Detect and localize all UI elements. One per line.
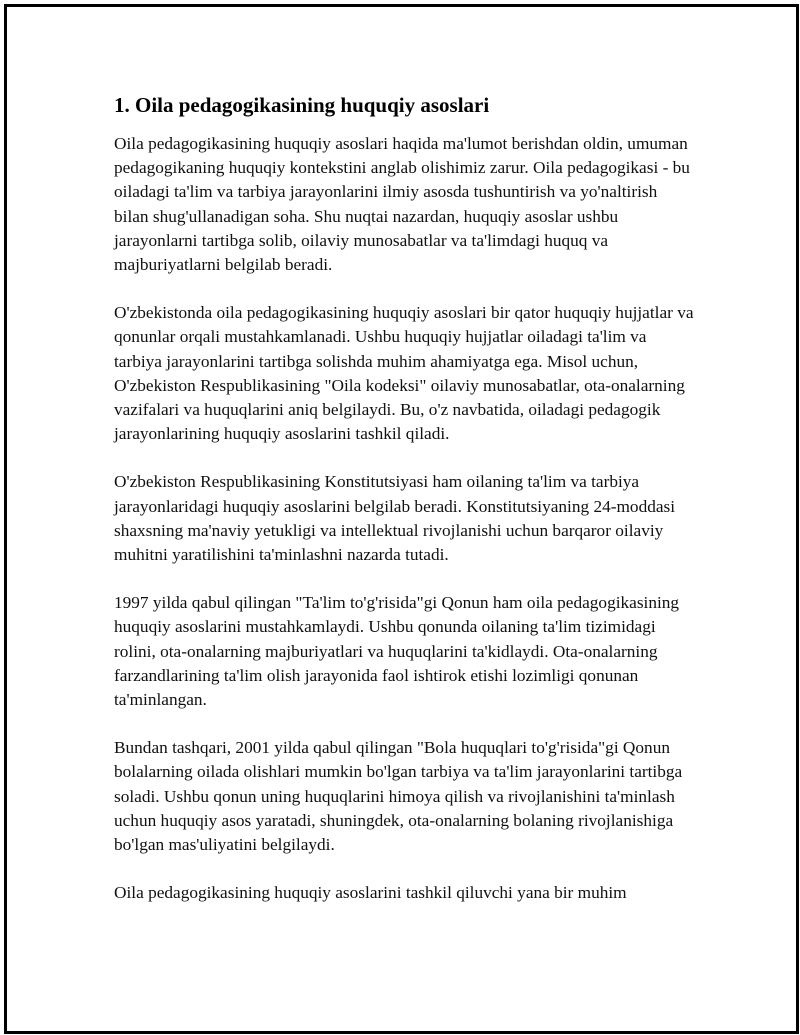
paragraph-3: O'zbekiston Respublikasining Konstitutsiyasi ham oilaning ta'lim va tarbiya jarayonlaridagi huquqiy asoslarini belgilab beradi. Konstitutsiyaning 24-moddasi shaxsning ma'naviy yetukligi va intellektual rivojlanishi uchun barqaror oilaviy muhitni yaratilishini ta'minlashni nazarda tutadi. xyxy=(114,472,676,565)
paragraph-1: Oila pedagogikasining huquqiy asoslari haqida ma'lumot berishdan oldin, umuman pedagogikaning huquqiy kontekstini anglab olishimiz zarur. Oila pedagogikasi - bu oiladagi ta'lim va tarbiya jarayonlarini ilmiy asosda tushuntirish va yo'naltirish bilan shug'ullanadigan soha. Shu nuqtai nazardan, huquqiy asoslar ushbu jarayonlarni tartibga solib, oilaviy munosabatlar va ta'limdagi huquq va majburiyatlarni belgilab beradi. xyxy=(114,134,690,275)
paragraph-5: Bundan tashqari, 2001 yilda qabul qilingan "Bola huquqlari to'g'risida"gi Qonun bolalarning oilada olishlari mumkin bo'lgan tarbiya va ta'lim jarayonlarini tartibga soladi. Ushbu qonun uning huquqlarini himoya qilish va rivojlanishini ta'minlash uchun huquqiy asos yaratadi, shuningdek, ota-onalarning bolaning rivojlanishiga bo'lgan mas'uliyatini belgilaydi. xyxy=(114,738,683,855)
paragraph-6: Oila pedagogikasining huquqiy asoslarini tashkil qiluvchi yana bir muhim xyxy=(114,883,627,903)
section-heading: 1. Oila pedagogikasining huquqiy asoslari xyxy=(114,93,490,117)
paragraph-4: 1997 yilda qabul qilingan "Ta'lim to'g'risida"gi Qonun ham oila pedagogikasining huquqiy asoslarini mustahkamlaydi. Ushbu qonunda oilaning ta'lim tizimidagi rolini, ota-onalarning majburiyatlari va huquqlarini ta'kidlaydi. Ota-onalarning farzandlarining ta'lim olish jarayonida faol ishtirok etishi lozimligi qonunan ta'minlangan. xyxy=(114,593,680,710)
document-body xyxy=(114,92,694,929)
paragraph-2: O'zbekistonda oila pedagogikasining huquqiy asoslari bir qator huquqiy hujjatlar va qonunlar orqali mustahkamlanadi. Ushbu huquqiy hujjatlar oiladagi ta'lim va tarbiya jarayonlarini tartibga solishda muhim ahamiyatga ega. Misol uchun, O'zbekiston Respublikasining "Oila kodeksi" oilaviy munosabatlar, ota-onalarning vazifalari va huquqlarini aniq belgilaydi. Bu, o'z navbatida, oiladagi pedagogik jarayonlarining huquqiy asoslarini tashkil qiladi. xyxy=(114,303,694,444)
